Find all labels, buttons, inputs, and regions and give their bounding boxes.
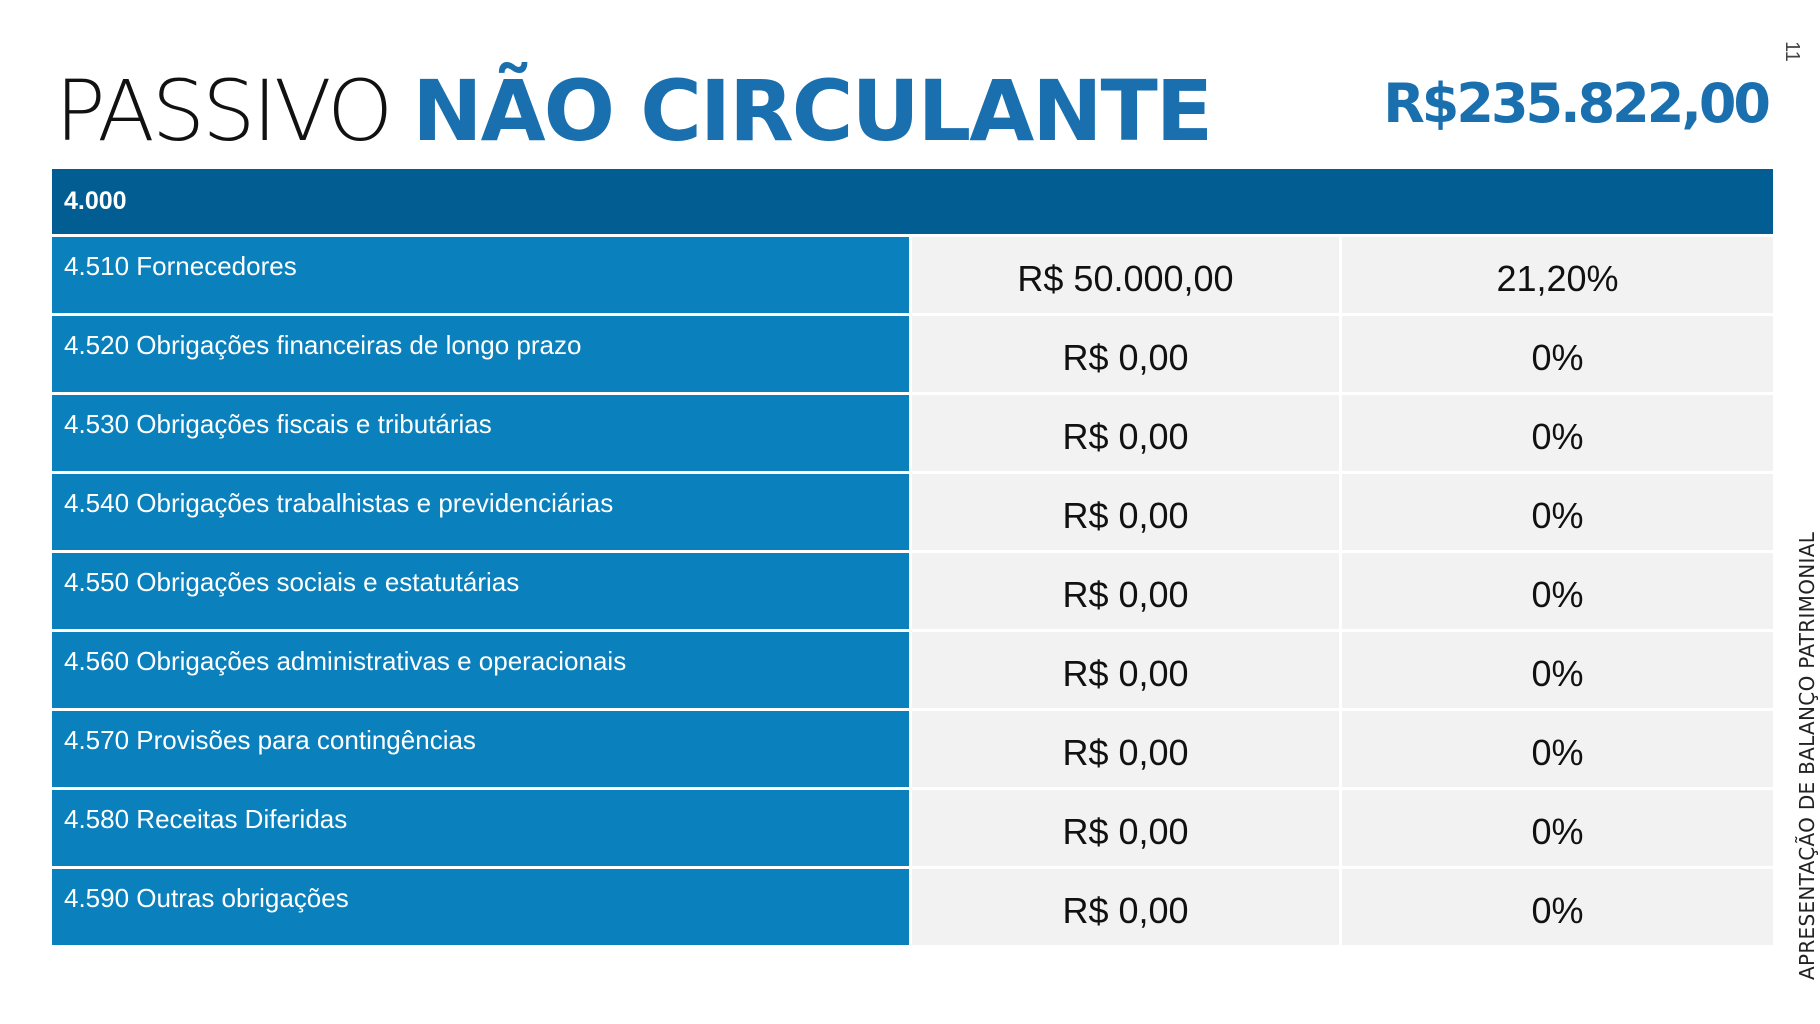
table-row [52, 553, 1773, 632]
table-row [52, 711, 1773, 790]
table-row [52, 632, 1773, 711]
side-label: APRESENTAÇÃO DE BALANÇO PATRIMONIAL [1795, 531, 1819, 980]
table-row [52, 237, 1773, 316]
account-value: R$ 0,00 [912, 790, 1342, 866]
account-label: 4.530 Obrigações fiscais e tributárias [52, 395, 912, 471]
page-title [55, 62, 1211, 162]
account-label: 4.590 Outras obrigações [52, 869, 912, 945]
account-value: R$ 50.000,00 [912, 237, 1342, 313]
account-label: 4.540 Obrigações trabalhistas e previdenciárias [52, 474, 912, 550]
page-number: 11 [1781, 41, 1804, 62]
account-value: R$ 0,00 [912, 316, 1342, 392]
account-percent: 0% [1342, 316, 1773, 392]
account-label: 4.580 Receitas Diferidas [52, 790, 912, 866]
account-value: R$ 0,00 [912, 711, 1342, 787]
total-value: R$235.822,00 [1383, 72, 1768, 135]
table-row [52, 790, 1773, 869]
title-bold: NÃO CIRCULANTE [412, 62, 1212, 160]
table-header [52, 169, 1773, 237]
table-row [52, 869, 1773, 948]
account-percent: 0% [1342, 869, 1773, 945]
table-row [52, 395, 1773, 474]
account-percent: 0% [1342, 632, 1773, 708]
account-value: R$ 0,00 [912, 474, 1342, 550]
account-percent: 0% [1342, 711, 1773, 787]
account-percent: 0% [1342, 790, 1773, 866]
account-value: R$ 0,00 [912, 632, 1342, 708]
account-percent: 0% [1342, 395, 1773, 471]
account-percent: 0% [1342, 553, 1773, 629]
table-row [52, 316, 1773, 395]
account-value: R$ 0,00 [912, 869, 1342, 945]
account-label: 4.510 Fornecedores [52, 237, 912, 313]
title-light: PASSIVO [55, 62, 391, 160]
accounts-table [52, 169, 1773, 948]
account-label: 4.560 Obrigações administrativas e operacionais [52, 632, 912, 708]
account-value: R$ 0,00 [912, 553, 1342, 629]
account-value: R$ 0,00 [912, 395, 1342, 471]
table-row [52, 474, 1773, 553]
account-percent: 0% [1342, 474, 1773, 550]
table-header-label: 4.000 [64, 187, 127, 215]
account-label: 4.520 Obrigações financeiras de longo prazo [52, 316, 912, 392]
account-label: 4.570 Provisões para contingências [52, 711, 912, 787]
account-label: 4.550 Obrigações sociais e estatutárias [52, 553, 912, 629]
account-percent: 21,20% [1342, 237, 1773, 313]
